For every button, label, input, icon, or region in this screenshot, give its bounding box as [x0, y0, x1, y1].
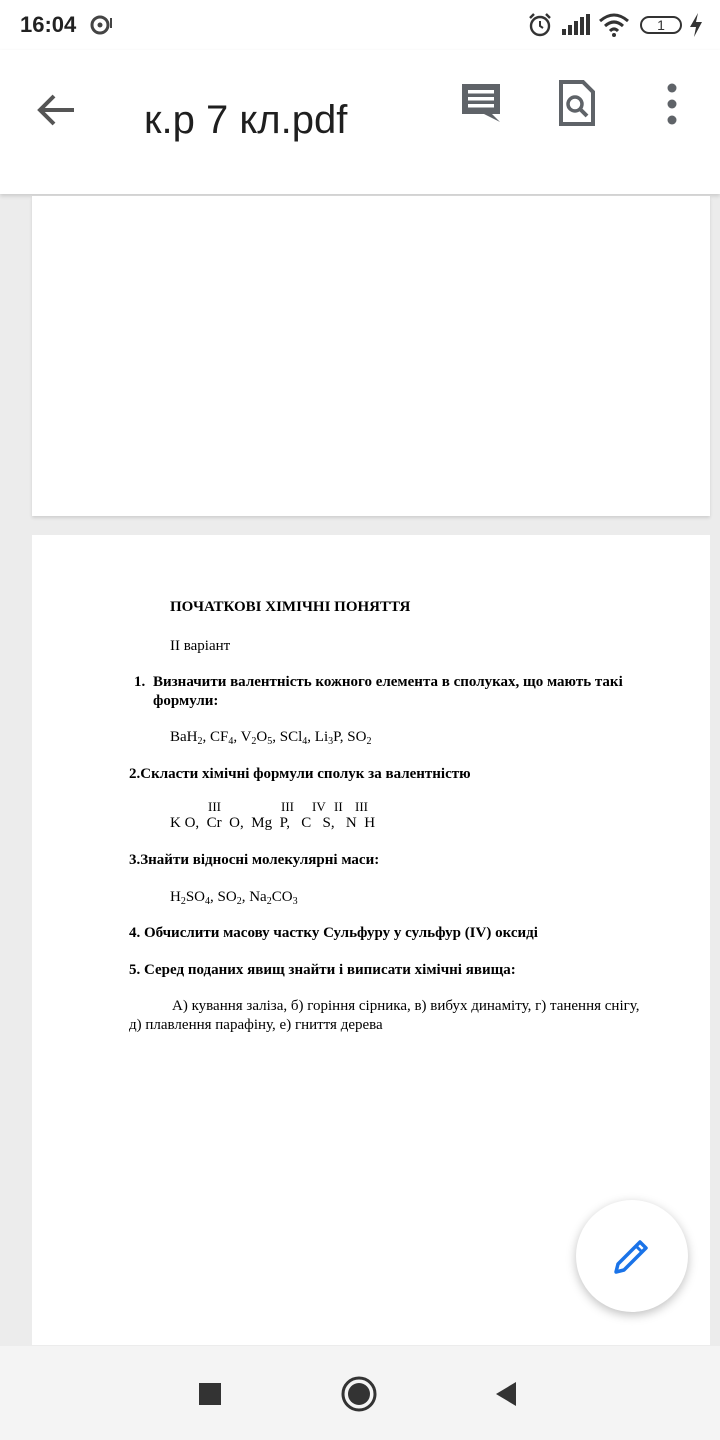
- edit-fab-button[interactable]: [576, 1200, 688, 1312]
- alarm-icon: [527, 12, 553, 38]
- q1-number: 1.: [134, 674, 146, 690]
- valence-labels: [32, 799, 710, 815]
- back-arrow-icon[interactable]: [34, 88, 78, 132]
- back-triangle-icon[interactable]: [484, 1372, 528, 1416]
- q3-formulas: $H_2SO_4$, $SO_2$, $Na_2CO_3$: [170, 889, 298, 907]
- q5-options-line2: д) плавлення парафіну, е) гниття дерева: [129, 1017, 383, 1033]
- valence-label: III: [281, 799, 294, 814]
- home-circle-icon[interactable]: [337, 1372, 381, 1416]
- valence-label: III: [208, 799, 221, 814]
- q2-formulas: K O, Cr O, Mg P, C S, N H: [170, 815, 376, 831]
- doc-variant: ІІ варіант: [170, 638, 231, 654]
- document-title: к.р 7 кл.pdf: [144, 98, 348, 142]
- valence-label: IV: [312, 799, 326, 814]
- q4-text: 4. Обчислити масову частку Сульфуру у сульфур (IV) оксиді: [129, 925, 538, 941]
- valence-label: III: [355, 799, 368, 814]
- doc-heading: ПОЧАТКОВІ ХІМІЧНІ ПОНЯТТЯ: [170, 599, 411, 615]
- q1-formulas: BaH$_2$, $CF_4$, $V_2O_5$, SCl$_4$, $Li_3P$, $SO_2$: [170, 729, 372, 747]
- vpn-icon: [90, 14, 114, 36]
- charging-icon: [688, 13, 704, 37]
- recents-square-icon[interactable]: [188, 1372, 232, 1416]
- more-vert-icon[interactable]: [648, 80, 696, 128]
- system-nav-bar: [0, 1346, 720, 1440]
- q1-text-line1: Визначити валентність кожного елемента в сполуках, що мають такі: [153, 674, 623, 690]
- comment-icon[interactable]: [458, 80, 506, 128]
- q5-options-line1: А) кування заліза, б) горіння сірника, в) вибух динаміту, г) танення снігу,: [172, 998, 640, 1014]
- pencil-icon: [612, 1236, 652, 1276]
- q2-text: 2.Скласти хімічні формули сполук за валентністю: [129, 766, 471, 782]
- q3-text: 3.Знайти відносні молекулярні маси:: [129, 852, 380, 868]
- wifi-icon: [598, 13, 630, 37]
- pdf-page-1: [32, 196, 710, 516]
- q1-text-line2: формули:: [153, 693, 219, 709]
- status-time: 16:04: [20, 12, 77, 37]
- battery-icon: [640, 16, 682, 34]
- status-bar: [0, 0, 720, 50]
- valence-label: II: [334, 799, 343, 814]
- signal-icon: [561, 14, 591, 36]
- battery-level: 1: [657, 17, 665, 33]
- q5-text: 5. Серед поданих явищ знайти і виписати хімічні явища:: [129, 962, 516, 978]
- find-in-page-icon[interactable]: [553, 80, 601, 128]
- app-bar: [0, 50, 720, 194]
